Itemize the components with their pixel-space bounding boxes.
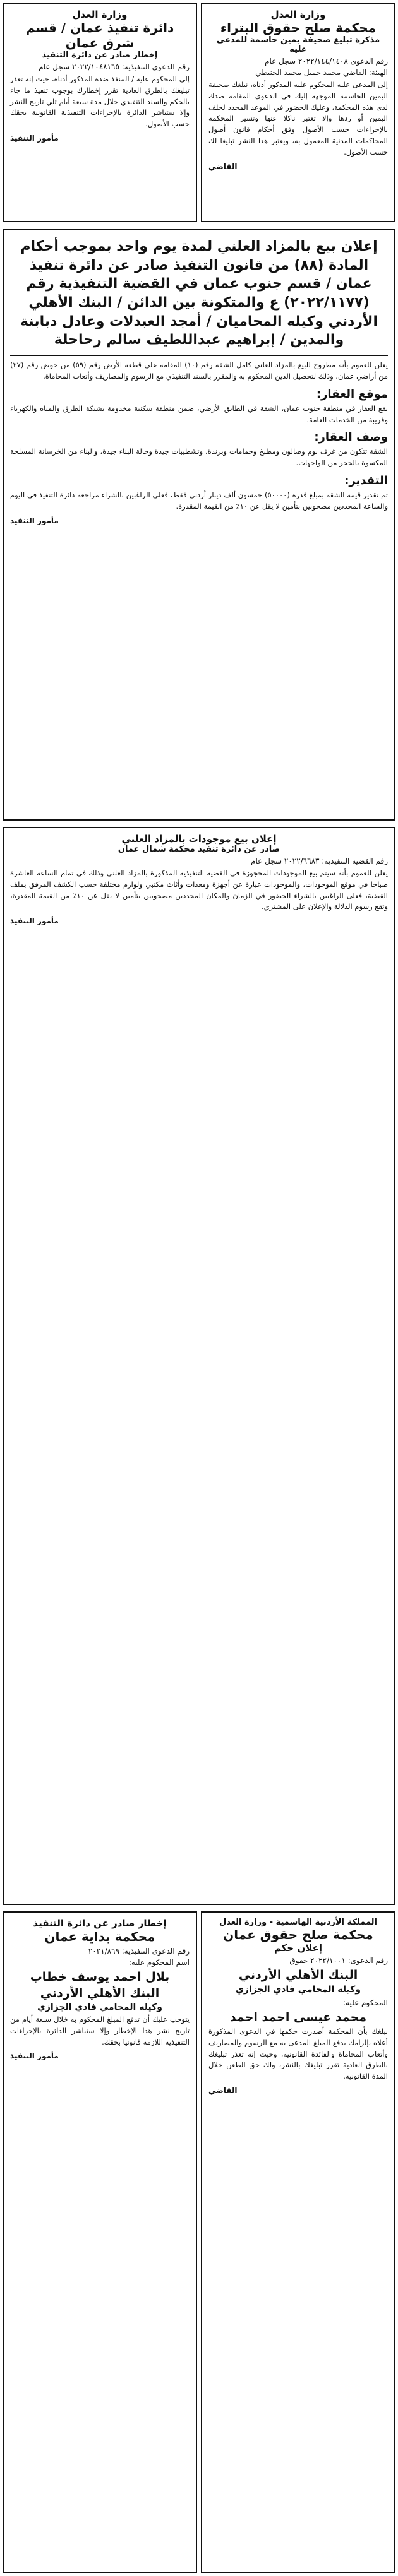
case-number: رقم القضية التنفيذية: ٢٠٢٢/٦٦٨٣ سجل عام bbox=[251, 857, 388, 865]
notice-subtitle: صادر عن دائرة تنفيذ محكمة شمال عمان bbox=[118, 845, 280, 854]
lawyer-name: وكيله المحامي فادي الجزازي bbox=[236, 1984, 361, 1995]
notice-court: محكمة صلح حقوق البتراء bbox=[220, 20, 377, 35]
auction-signature: مأمور التنفيذ bbox=[10, 516, 59, 525]
execution-notice-amman-first-instance bbox=[3, 1911, 197, 2573]
defendant-label: اسم المحكوم عليه: bbox=[128, 1958, 190, 1967]
location-text: يقع العقار في منطقة جنوب عمان، الشقة في الطابق الأرضي، ضمن منطقة سكنية مخدومة بشبكة الطرق والمياه والكهرباء وقريبة من الخدمات العامة. bbox=[10, 403, 388, 424]
case-number: رقم الدعوى التنفيذية: ٢٠٢١/٨٦٩ bbox=[88, 1947, 190, 1956]
notice-signature: القاضي bbox=[208, 162, 238, 171]
notice-signature: مأمور التنفيذ bbox=[10, 917, 59, 926]
notice-court: دائرة تنفيذ عمان / قسم شرق عمان bbox=[25, 20, 174, 50]
plaintiff-name: البنك الأهلي الأردني bbox=[238, 1968, 358, 1982]
defendant-label: المحكوم عليه: bbox=[343, 1998, 388, 2008]
defendant-name: بلال احمد يوسف خطاب bbox=[30, 1970, 170, 1984]
notice-signature: مأمور التنفيذ bbox=[10, 134, 59, 143]
notice-ministry: وزارة العدل bbox=[72, 9, 128, 20]
notice-subtitle: مذكرة تبليغ صحيفة يمين حاسمة للمدعى عليه bbox=[216, 35, 380, 54]
notice-body: يتوجب عليك أن تدفع المبلغ المحكوم به خلال سبعة أيام من تاريخ نشر هذا الإخطار وإلا ستباشر الدائرة بالإجراءات التنفيذية اللازمة قانونيا بحقك. bbox=[10, 2014, 190, 2046]
location-heading: موقع العقار: bbox=[316, 387, 388, 401]
notice-body: إلى المحكوم عليه / المنفذ ضده المذكور أدناه، حيث إنه تعذر تبليغك بالطرق العادية تقرر إخطارك بوجوب تنفيذ ما جاء بالحكم والسند التنفيذي خلال مدة سبعة أيام تلي تاريخ النشر وإلا ستباشر الدائرة بالإجراءات التنفيذية القانونية بحقك حسب الأصول. bbox=[10, 74, 190, 129]
case-number: رقم الدعوى التنفيذية: ٢٠٢٢/١٠٤٨١٦٥ سجل عام bbox=[39, 62, 190, 71]
judge-line: الهيئة: القاضي محمد جميل محمد الحنيطي bbox=[255, 68, 388, 77]
auction-notice-south-amman bbox=[3, 229, 395, 821]
notice-subtitle: إخطار صادر عن دائرة التنفيذ bbox=[42, 50, 158, 60]
auction-title: إعلان بيع بالمزاد العلني لمدة يوم واحد بموجب أحكام المادة (٨٨) من قانون التنفيذ صادر عن دائرة تنفيذ عمان / قسم جنوب عمان في القضية التنفيذية رقم (٢٠٢٢/١١٧٧) ع والمتكونة بين الدائن / البنك الأهلي الأردني وكيله المحاميان / أمجد العبدلات وعادل دبابنة والمدين / إبراهيم عبداللطيف سالم رحاحلة bbox=[20, 239, 378, 348]
auction-intro: يعلن للعموم بأنه مطروح للبيع بالمزاد العلني كامل الشقة رقم (١٠) المقامة على قطعة الأرض رقم (٥٩) من حوض رقم (٢٧) من أراضي عمان، وذلك لتحصيل الدين المحكوم به والمقرر بالسند التنفيذي مع الرسوم والمصاريف وأتعاب المحاماة. bbox=[10, 360, 388, 381]
description-heading: وصف العقار: bbox=[314, 430, 388, 444]
notice-title: إعلان بيع موجودات بالمزاد العلني bbox=[121, 833, 277, 845]
valuation-heading: التقدير: bbox=[344, 474, 388, 487]
notice-subtitle: إعلان حكم bbox=[274, 1942, 323, 1954]
court-notice-petra bbox=[201, 3, 395, 222]
notice-court: محكمة صلح حقوق عمان bbox=[223, 1927, 373, 1942]
notice-ministry: المملكة الأردنية الهاشمية - وزارة العدل bbox=[219, 1918, 378, 1927]
valuation-text: تم تقدير قيمة الشقة بمبلغ قدره (٥٠٠٠٠) خمسون ألف دينار أردني فقط، فعلى الراغبين بالشراء مراجعة دائرة التنفيذ في اليوم والساعة المحددين مصحوبين بتأمين لا يقل عن ١٠٪ من القيمة المقدرة. bbox=[10, 490, 388, 511]
notice-title: إخطار صادر عن دائرة التنفيذ bbox=[33, 1918, 167, 1929]
plaintiff-name: البنك الأهلي الأردني bbox=[40, 1986, 160, 2000]
notice-court: محكمة بداية عمان bbox=[44, 1929, 155, 1944]
defendant-name: محمد عيسى احمد احمد bbox=[229, 2010, 367, 2025]
notice-signature: القاضي bbox=[208, 2086, 238, 2095]
divider bbox=[10, 355, 388, 356]
notice-body: يعلن للعموم بأنه سيتم بيع الموجودات المحجوزة في القضية التنفيذية المذكورة بالمزاد العلني وذلك في تمام الساعة العاشرة صباحا في موقع الموجودات، والموجودات عبارة عن أجهزة ومعدات وأثاث مكتبي ولوازم مختلفة حسب الكشف المرفق بملف القضية، فعلى الراغبين بالشراء الحضور في الزمان والمكان المحددين مصحوبين بتأمين لا يقل عن ١٠٪ من القيمة المقدرة، وتقع رسوم الدلالة والإعلان على المشتري. bbox=[10, 869, 389, 911]
case-number: رقم الدعوى: ٢٠٢٢/١٠٠١ حقوق bbox=[289, 1956, 388, 1965]
notice-ministry: وزارة العدل bbox=[270, 9, 326, 20]
notice-body: إلى المدعى عليه المحكوم عليه المذكور أدناه، نبلغك صحيفة اليمين الحاسمة الموجهة إليك في الدعوى المقامة ضدك لدى هذه المحكمة، وعليك الحضور في الموعد المحدد لحلف اليمين أو ردها وإلا تعتبر ناكلا عنها وتسير المحكمة بالإجراءات حسب الأصول وفق أحكام قانون أصول المحاكمات المدنية المعمول به، ويعتبر هذا النشر تبليغا لك حسب الأصول. bbox=[208, 80, 388, 157]
description-text: الشقة تتكون من غرف نوم وصالون ومطبخ وحمامات وبرندة، وتشطيبات جيدة وحالة البناء جيدة، والبناء من الخرسانة المسلحة المكسوة بالحجر من الواجهات. bbox=[10, 447, 388, 468]
auction-notice-north-amman bbox=[3, 827, 395, 1905]
case-number: رقم الدعوى ٢٠٢٢/١٤٤/١٤٠٨ سجل عام bbox=[265, 57, 388, 66]
notice-signature: مأمور التنفيذ bbox=[10, 2051, 59, 2061]
execution-notice-east-amman bbox=[3, 3, 197, 222]
lawyer-name: وكيله المحامي فادي الجزازي bbox=[37, 2002, 162, 2013]
notice-body: نبلغك بأن المحكمة أصدرت حكمها في الدعوى المذكورة أعلاه بإلزامك بدفع المبلغ المدعى به مع الرسوم والمصاريف وأتعاب المحاماة والفائدة القانونية، وحيث إنه تعذر تبليغك بالطرق العادية تقرر تبليغك بالنشر، ولك حق الطعن خلال المدة القانونية. bbox=[208, 2026, 388, 2081]
judgment-notice-amman bbox=[201, 1911, 395, 2573]
